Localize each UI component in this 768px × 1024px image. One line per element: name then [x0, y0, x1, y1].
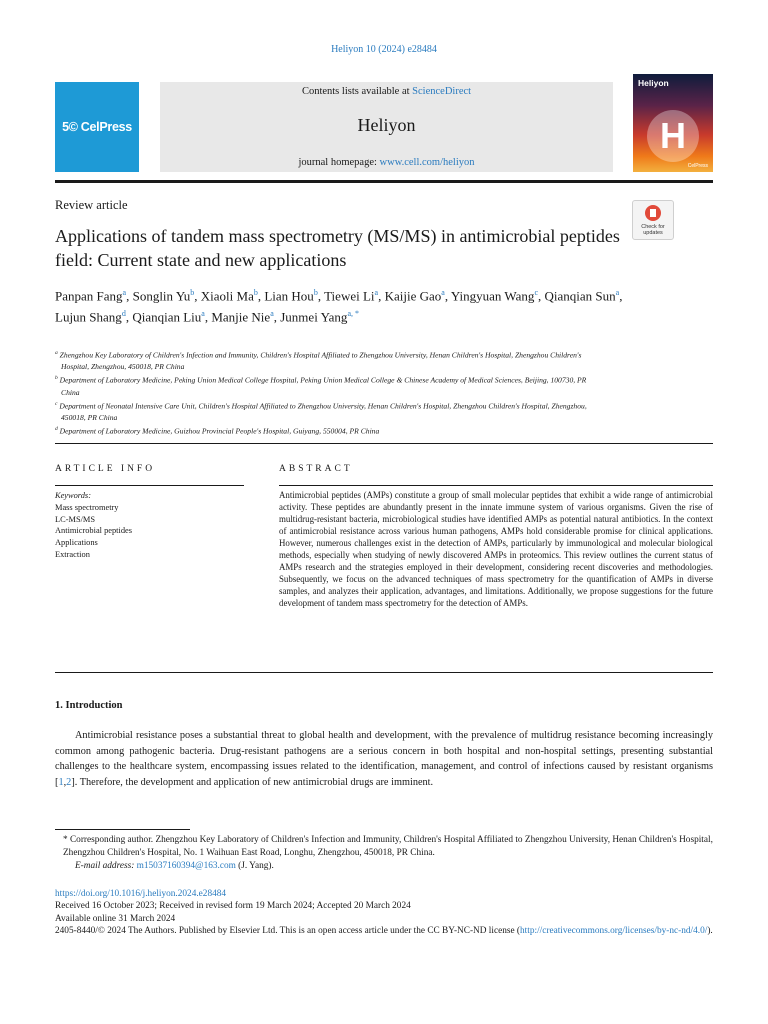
abstract-rule [279, 485, 713, 486]
article-info-heading: ARTICLE INFO [55, 464, 156, 474]
license-prefix: 2405-8440/© 2024 The Authors. Published by Elsevier Ltd. This is an open access article under the CC BY-NC-ND license ( [55, 926, 521, 937]
author-name: Qianqian Liu [132, 309, 202, 325]
affiliation-key: c [55, 400, 58, 407]
cover-title: Heliyon [638, 78, 669, 88]
homepage-line [160, 157, 613, 168]
introduction-paragraph [55, 728, 713, 790]
reference-link-2[interactable]: 2 [66, 776, 72, 788]
affiliation-text: Department of Neonatal Intensive Care Unit, Children's Hospital Affiliated to Zhengzhou University, Henan Children's Hospital, Zhengzhou Children's Hospital, Zhengzhou, 450018, PR China [59, 401, 587, 423]
author-name: Songlin Yu [132, 288, 191, 304]
author-affiliation-link[interactable]: b [313, 288, 318, 297]
email-link[interactable]: m15037160394@163.com [136, 860, 236, 871]
journal-masthead [160, 82, 613, 172]
keyword-item: Extraction [55, 549, 90, 559]
keywords-block [55, 490, 235, 561]
article-metadata [55, 888, 713, 938]
abstract-bottom-rule [55, 672, 713, 673]
author-name: Manjie Nie [211, 309, 271, 325]
cellpress-logo-text: 5© CelPress [62, 120, 132, 134]
intro-text-after: ]. Therefore, the development and application of new antimicrobial drugs are imminent. [71, 776, 434, 788]
email-label: E-mail address: [75, 860, 135, 871]
affiliation-item [55, 399, 603, 424]
article-type: Review article [55, 198, 128, 212]
affiliation-text: Department of Laboratory Medicine, Peking Union Medical College Hospital, Peking Union Medical College & Chinese Academy of Medical Sciences, Beijing, 100730, PR China [59, 375, 587, 397]
affiliation-key: d [55, 426, 58, 433]
author-affiliation-link[interactable]: a, * [347, 309, 359, 319]
journal-reference[interactable]: Heliyon 10 (2024) e28484 [331, 44, 437, 55]
author-name: Xiaoli Ma [200, 288, 254, 304]
author-affiliation-link[interactable]: b [190, 288, 195, 297]
affiliations [55, 348, 603, 437]
footnote-rule [55, 829, 190, 830]
author-affiliation-link[interactable]: a [615, 288, 620, 297]
author-affiliation-link[interactable]: a [374, 288, 379, 297]
bookmark-ribbon-icon [650, 209, 656, 217]
email-suffix: (J. Yang). [235, 860, 274, 871]
affiliation-item [55, 348, 603, 373]
journal-name: Heliyon [357, 115, 416, 135]
cover-footer: CelPress [687, 163, 708, 169]
corresponding-author-text: * Corresponding author. Zhengzhou Key Laboratory of Children's Infection and Immunity, Children's Hospital Affiliated to Zhengzhou University, Henan Children's Hospital, Zhengzhou Children's Hospital, No. 1 Waihuan East Road, Longhu, Zhengzhou, 450018, PR China. [63, 835, 713, 858]
reference-separator: , [63, 776, 67, 788]
doi-link[interactable]: https://doi.org/10.1016/j.heliyon.2024.e28484 [55, 889, 227, 899]
affiliation-key: a [55, 350, 58, 356]
contents-line [160, 86, 613, 97]
article-info-rule [55, 485, 244, 486]
keyword-item: Antimicrobial peptides [55, 526, 132, 536]
email-line [55, 860, 713, 873]
received-dates: Received 16 October 2023; Received in revised form 19 March 2024; Accepted 20 March 2024 [55, 901, 411, 912]
author-name: Panpan Fang [55, 288, 123, 304]
author-affiliation-link[interactable]: c [534, 288, 538, 297]
author-name: Junmei Yang [280, 309, 348, 325]
author-affiliation-link[interactable]: a [122, 288, 127, 297]
affiliations-rule [55, 443, 713, 444]
abstract-text: Antimicrobial peptides (AMPs) constitute a group of small molecular peptides that exhibit a wide range of antimicrobial activity. These peptides are abundantly present in the innate immune system of various organisms. Given the rise of multidrug-resistant bacteria, microbiological studies have identified AMPs as potential natural antibiotics. In the context of antimicrobial resistance across various human pathogens, AMPs hold considerable promise for clinical applications. However, numerous challenges exist in the detection of AMPs, particularly by immunological and molecular biological methods, especially when studying of newly discovered AMPs in proteomics. This review outlines the current status of AMPs research and the strategies employed in their development, considering recent discoveries and methodologies. Subsequently, we focus on the advanced techniques of mass spectrometry for the quantification of AMPs in diverse samples, and analyzes their application, advantages, and limitations. Additionally, we propose suggestions for the future development of tandem mass spectrometry for the detection of AMPs. [279, 490, 713, 608]
license-statement [55, 925, 713, 937]
author-name: Yingyuan Wang [450, 288, 535, 304]
corresponding-author-footnote [55, 834, 713, 873]
author-affiliation-link[interactable]: d [121, 309, 126, 319]
author-name: Qianqian Sun [544, 288, 616, 304]
affiliation-item [55, 373, 603, 398]
author-name: Kaijie Gao [384, 288, 442, 304]
affiliation-item [55, 424, 603, 437]
cellpress-logo [55, 82, 139, 172]
author-affiliation-link[interactable]: b [253, 288, 258, 297]
affiliation-key: b [55, 375, 58, 382]
journal-homepage-link[interactable]: www.cell.com/heliyon [379, 157, 475, 168]
affiliation-text: Zhengzhou Key Laboratory of Children's Infection and Immunity, Children's Hospital Affiliated to Zhengzhou University, Henan Children's Hospital, Zhengzhou Children's Hospital, Zhengzhou, 450018, PR China [59, 350, 582, 372]
journal-cover[interactable] [633, 74, 713, 172]
contents-prefix: Contents lists available at [301, 86, 413, 97]
homepage-prefix: journal homepage: [298, 157, 380, 168]
author-affiliation-link[interactable]: a [201, 309, 205, 319]
reference-link-1[interactable]: 1 [58, 776, 64, 788]
license-link[interactable]: http://creativecommons.org/licenses/by-nc-nd/4.0/ [520, 926, 708, 937]
header-rule [55, 180, 713, 183]
check-for-updates-label: Check for updates [641, 224, 665, 236]
introduction-heading: 1. Introduction [55, 700, 123, 711]
license-suffix: ). [707, 926, 713, 937]
author-name: Tiewei Li [324, 288, 375, 304]
author-name: Lian Hou [264, 288, 314, 304]
sciencedirect-link[interactable]: ScienceDirect [412, 86, 472, 97]
keyword-item: LC-MS/MS [55, 514, 96, 524]
keyword-item: Applications [55, 538, 98, 548]
keyword-item: Mass spectrometry [55, 502, 119, 512]
article-title: Applications of tandem mass spectrometry (MS/MS) in antimicrobial peptides field: Current state and new applications [55, 226, 620, 270]
affiliation-text: Department of Laboratory Medicine, Guizhou Provincial People's Hospital, Guiyang, 550004, PR China [59, 426, 380, 436]
abstract-heading: ABSTRACT [279, 464, 353, 474]
intro-text-before: Antimicrobial resistance poses a substantial threat to global health and development, with the prevalence of multidrug resistance becoming increasingly common among pathogenic bacteria. Drug-resistant pathogens are a serious concern in both hospital and non-hospital settings, presenting substantial challenges to the healthcare system, encompassing issues related to the identification, management, and control of infections caused by resistant organisms [ [55, 730, 713, 788]
available-online: Available online 31 March 2024 [55, 913, 176, 924]
cover-letter: H [660, 115, 686, 156]
author-affiliation-link[interactable]: a [441, 288, 445, 297]
author-affiliation-link[interactable]: a [270, 309, 274, 319]
keywords-label: Keywords: [55, 491, 91, 500]
author-name: Lujun Shang [55, 309, 122, 325]
author-list: Panpan Fang$^a$, Songlin Yu$^b$, Xiaoli Ma$^b$, Lian Hou$^b$, Tiewei Li$^a$, Kaijie Gao$^a$, Yingyuan Wang$^c$, Qianqian Sun$^a$, Lujun Shang$^d$, Qianqian Liu$^a$, Manjie Nie$^a$, Junmei Yang$^{a, *}$ [55, 288, 623, 325]
